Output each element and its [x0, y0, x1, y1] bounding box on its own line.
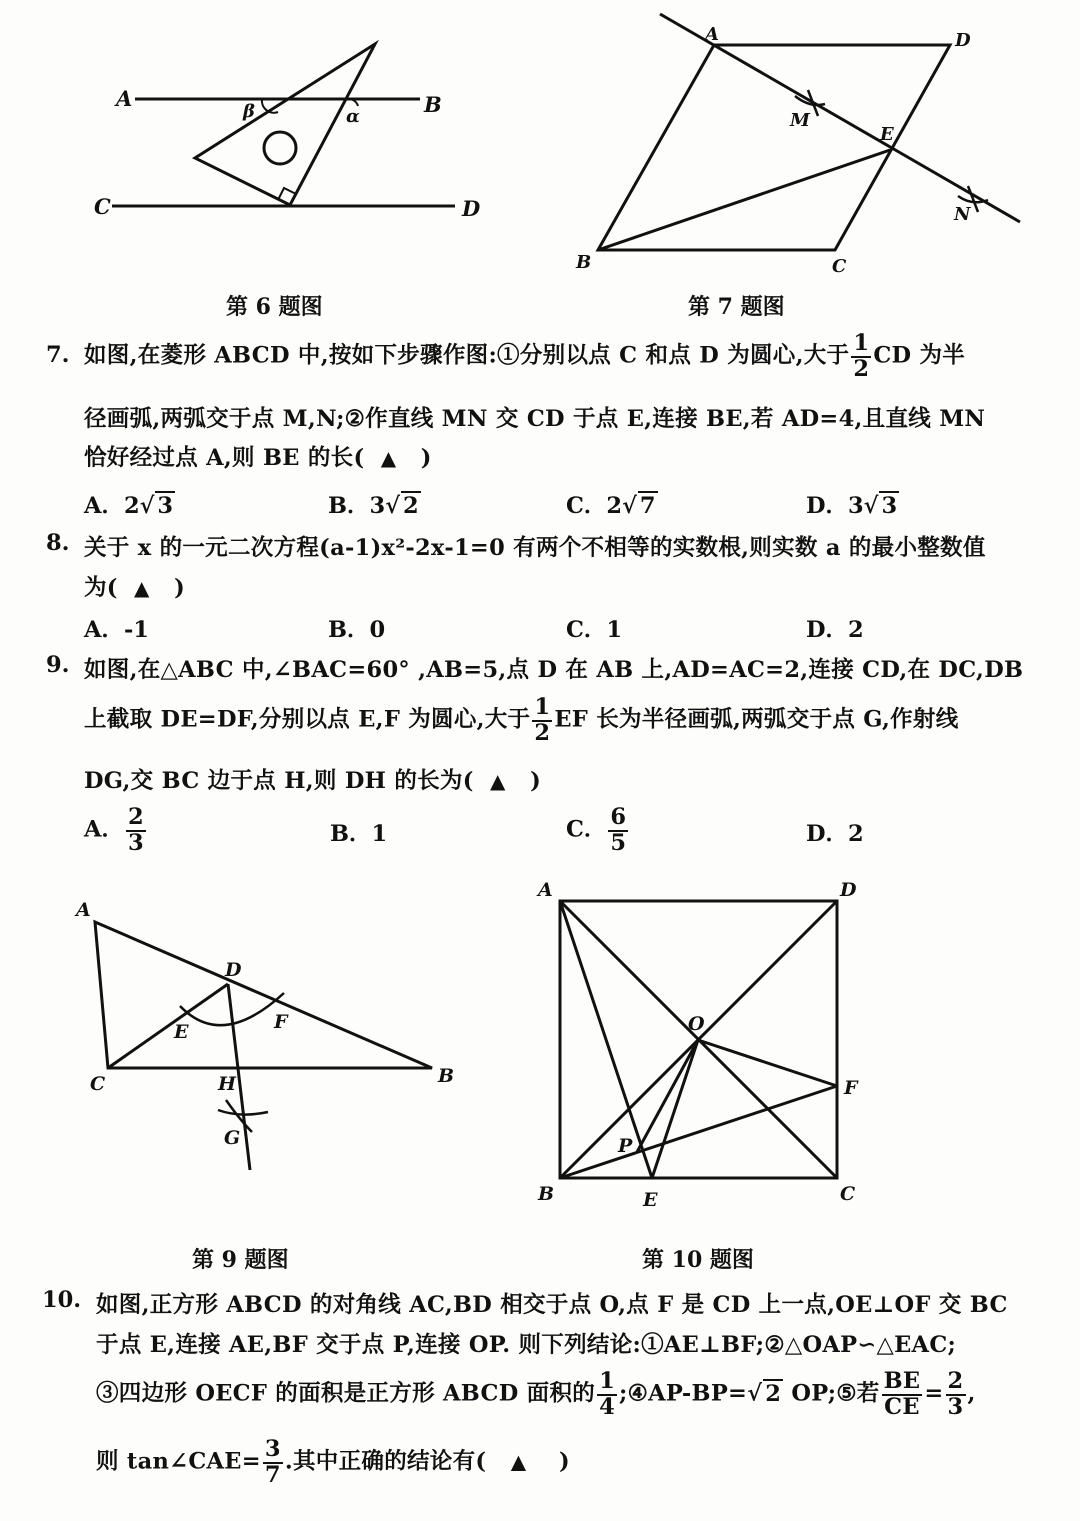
q7-text-1a: 如图,在菱形 ABCD 中,按如下步骤作图:①分别以点 C 和点 D 为圆心,大于 — [84, 342, 850, 369]
q8-text-2a: 为( — [84, 575, 118, 601]
figure-10 — [560, 901, 837, 1178]
fig7-caption: 第 7 题图 — [688, 294, 785, 320]
q9-option-d: D．2 — [806, 821, 864, 847]
q10-line-2: 于点 E,连接 AE,BF 交于点 P,连接 OP. 则下列结论:①AE⊥BF;②△OAP∽△EAC; — [96, 1332, 957, 1358]
fig10-label-a: A — [538, 879, 553, 901]
q7-line-1 — [84, 332, 965, 381]
q7-option-a: A．2√ 3 — [84, 493, 174, 519]
fig6-label-c: C — [94, 194, 111, 219]
fig9-label-a: A — [76, 899, 91, 921]
segment-bf — [560, 1086, 837, 1178]
q10-line-4: 则 tan∠CAE= $\frac{3}{7}$ .其中正确的结论有( ▲ ) — [96, 1436, 570, 1488]
q8-option-d: D．2 — [806, 617, 864, 643]
segment-ae — [560, 901, 652, 1178]
q8-option-c: C．1 — [566, 617, 623, 643]
q9-line-1: 如图,在△ABC 中,∠BAC=60° ,AB=5,点 D 在 AB 上,AD=AC=2,连接 CD,在 DC,DB — [84, 657, 1024, 683]
fig6-label-beta: β — [243, 101, 255, 122]
q9-line-2 — [84, 696, 959, 745]
fig10-label-p: P — [618, 1135, 633, 1157]
fig9-label-e: E — [174, 1021, 189, 1043]
q7-option-b: B．3√ 2 — [328, 493, 419, 519]
q7-option-d: D．3√ 3 — [806, 493, 898, 519]
q9-option-b: B．1 — [330, 821, 388, 847]
q10-line-3: ③四边形 OECF 的面积是正方形 ABCD 面积的 $\frac{1}{4}$ ;④AP-BP=√ 2 OP;⑤若 $\frac{BE}{CE}$ = $\frac{2}{3}$ , — [96, 1368, 976, 1420]
q8-answer-blank: ▲ — [134, 576, 150, 600]
q9-option-c: C． $\frac{6}{5}$ — [566, 804, 627, 856]
fig10-label-d: D — [840, 879, 857, 901]
fig10-label-b: B — [538, 1183, 555, 1205]
fig10-label-o: O — [688, 1013, 705, 1035]
q10-fraction-be-ce: $\frac{BE}{CE}$ — [883, 1368, 921, 1420]
fig6-label-alpha: α — [346, 106, 360, 127]
q7-number: 7. — [46, 342, 70, 368]
figure-6 — [112, 44, 455, 206]
fig7-label-b: B — [576, 252, 592, 273]
q7-line-2: 径画弧,两弧交于点 M,N;②作直线 MN 交 CD 于点 E,连接 BE,若 AD=4,且直线 MN — [84, 406, 986, 432]
fig6-caption: 第 6 题图 — [226, 294, 323, 320]
q9-text-2a: 上截取 DE=DF,分别以点 E,F 为圆心,大于 — [84, 706, 531, 733]
fig9-label-b: B — [438, 1065, 455, 1087]
q8-line-2 — [84, 570, 185, 602]
fig6-label-d: D — [462, 196, 481, 221]
q9-fraction: $\frac{1}{2}$ — [534, 694, 551, 746]
q10-line-1: 如图,正方形 ABCD 的对角线 AC,BD 相交于点 O,点 F 是 CD 上一点,OE⊥OF 交 BC — [96, 1292, 1008, 1318]
q10-fraction-quarter: $\frac{1}{4}$ — [599, 1368, 616, 1420]
q7-text-1b: CD 为半 — [873, 342, 966, 369]
fig7-label-e: E — [880, 124, 894, 145]
q7-text-3b: ) — [420, 445, 432, 471]
q9-answer-blank: ▲ — [489, 769, 506, 793]
fig6-label-b: B — [424, 92, 442, 117]
triangle-abc — [95, 922, 432, 1068]
q9-number: 9. — [46, 652, 70, 678]
fig9-label-h: H — [218, 1073, 236, 1095]
q7-text-3a: 恰好经过点 A,则 BE 的长( — [84, 445, 365, 471]
q9-text-3b: ) — [530, 768, 542, 794]
q9-text-2b: EF 长为半径画弧,两弧交于点 G,作射线 — [554, 706, 959, 733]
q8-number: 8. — [46, 530, 70, 556]
q7-line-3 — [84, 440, 432, 472]
q8-text-2b: ) — [174, 575, 186, 601]
q10-fraction-three-sevenths: $\frac{3}{7}$ — [264, 1436, 281, 1488]
fig10-caption: 第 10 题图 — [642, 1247, 754, 1273]
fig9-label-d: D — [225, 959, 242, 981]
fig10-label-c: C — [840, 1183, 856, 1205]
q9-option-a: A． $\frac{2}{3}$ — [84, 804, 144, 856]
fig9-label-g: G — [224, 1127, 241, 1149]
fig7-label-c: C — [832, 256, 847, 277]
q7-fraction: $\frac{1}{2}$ — [853, 330, 870, 382]
set-square-hole — [264, 132, 296, 164]
fig10-label-f: F — [844, 1077, 858, 1099]
fig10-label-e: E — [643, 1189, 658, 1211]
q9-line-3 — [84, 763, 541, 795]
q10-number: 10. — [42, 1287, 82, 1313]
segment-of — [698, 1040, 837, 1086]
q10-fraction-two-thirds: $\frac{2}{3}$ — [947, 1368, 964, 1420]
fig7-label-d: D — [955, 30, 971, 51]
fig7-label-m: M — [790, 110, 810, 131]
q9-text-3a: DG,交 BC 边于点 H,则 DH 的长为( — [84, 768, 474, 794]
q8-line-1: 关于 x 的一元二次方程(a-1)x²-2x-1=0 有两个不相等的实数根,则实数 a 的最小整数值 — [84, 535, 986, 561]
fig9-label-f: F — [274, 1011, 288, 1033]
q8-option-b: B．0 — [328, 617, 386, 643]
segment-be — [598, 150, 890, 250]
figure-9 — [95, 922, 432, 1170]
fig9-label-c: C — [90, 1073, 106, 1095]
segment-cd — [108, 984, 228, 1068]
q7-answer-blank: ▲ — [380, 446, 397, 470]
fig7-label-a: A — [705, 24, 719, 45]
fig6-label-a: A — [116, 86, 133, 111]
q8-option-a: A．-1 — [84, 617, 149, 643]
q7-option-c: C．2√ 7 — [566, 493, 656, 519]
q10-answer-blank: ▲ — [510, 1449, 527, 1474]
fig7-label-n: N — [954, 204, 971, 225]
fig9-caption: 第 9 题图 — [192, 1247, 289, 1273]
rhombus-abcd — [598, 45, 950, 250]
